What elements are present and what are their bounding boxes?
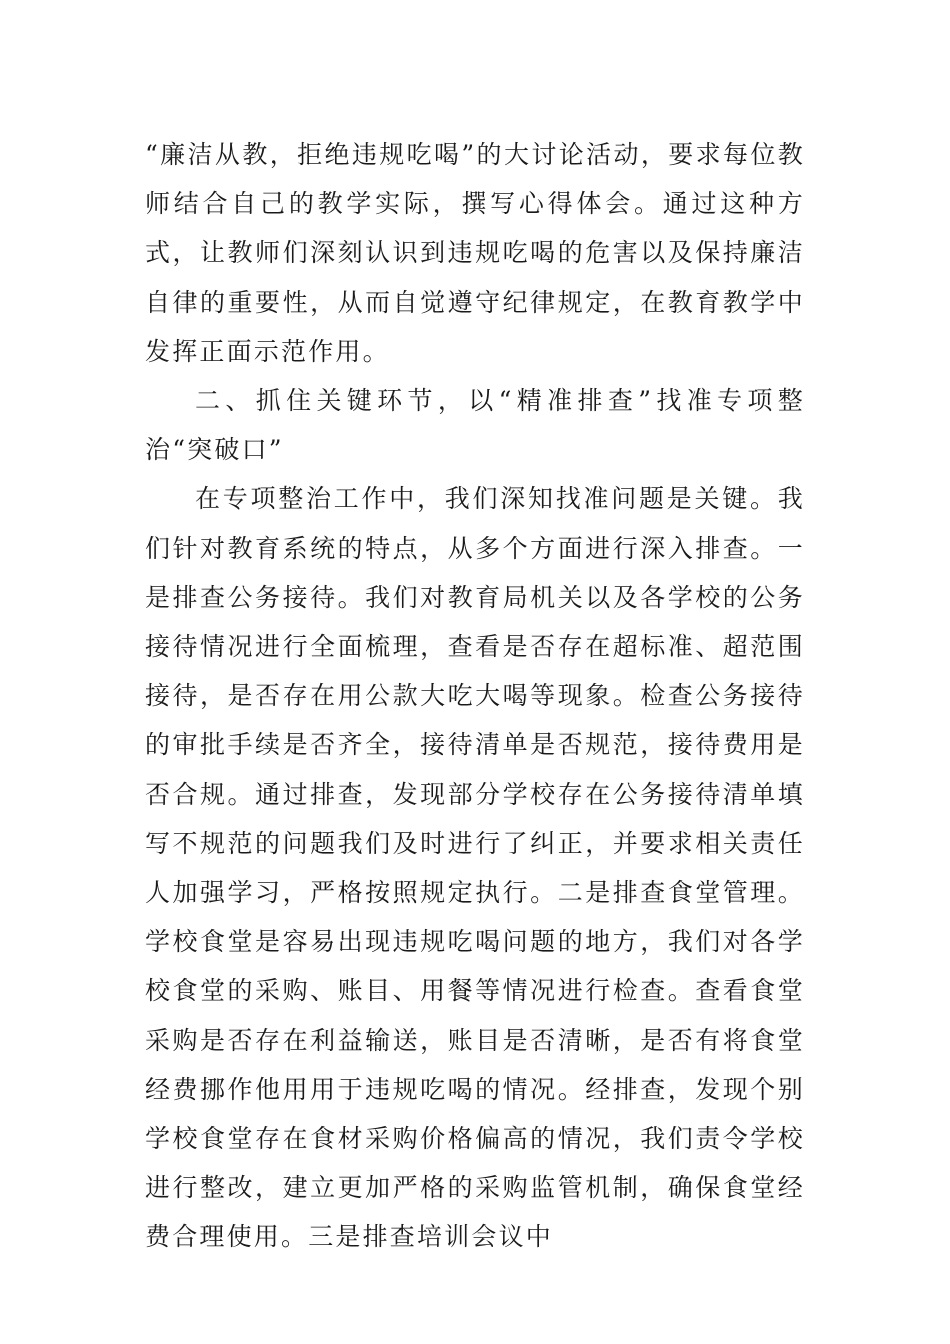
section-heading-two: 二、抓住关键环节，以“精准排查”找准专项整治“突破口”	[145, 386, 805, 465]
paragraph-precise-inspection: 在专项整治工作中，我们深知找准问题是关键。我们针对教育系统的特点，从多个方面进行深入排查。一是排查公务接待。我们对教育局机关以及各学校的公务接待情况进行全面梳理，查看是否存在超标准、超范围接待，是否存在用公款大吃大喝等现象。检查公务接待的审批手续是否齐全，接待清单是否规范，接待费用是否合规。通过排查，发现部分学校存在公务接待清单填写不规范的问题我们及时进行了纠正，并要求相关责任人加强学习，严格按照规定执行。二是排查食堂管理。学校食堂是容易出现违规吃喝问题的地方，我们对各学校食堂的采购、账目、用餐等情况进行检查。查看食堂采购是否存在利益输送，账目是否清晰，是否有将食堂经费挪作他用用于违规吃喝的情况。经排查，发现个别学校食堂存在食材采购价格偏高的情况，我们责令学校进行整改，建立更加严格的采购监管机制，确保食堂经费合理使用。三是排查培训会议中	[145, 484, 805, 1252]
document-body	[145, 130, 805, 1262]
paragraph-discussion-activity: “廉洁从教，拒绝违规吃喝”的大讨论活动，要求每位教师结合自己的教学实际，撰写心得体会。通过这种方式，让教师们深刻认识到违规吃喝的危害以及保持廉洁自律的重要性，从而自觉遵守纪律规定，在教育教学中发挥正面示范作用。	[145, 140, 805, 366]
